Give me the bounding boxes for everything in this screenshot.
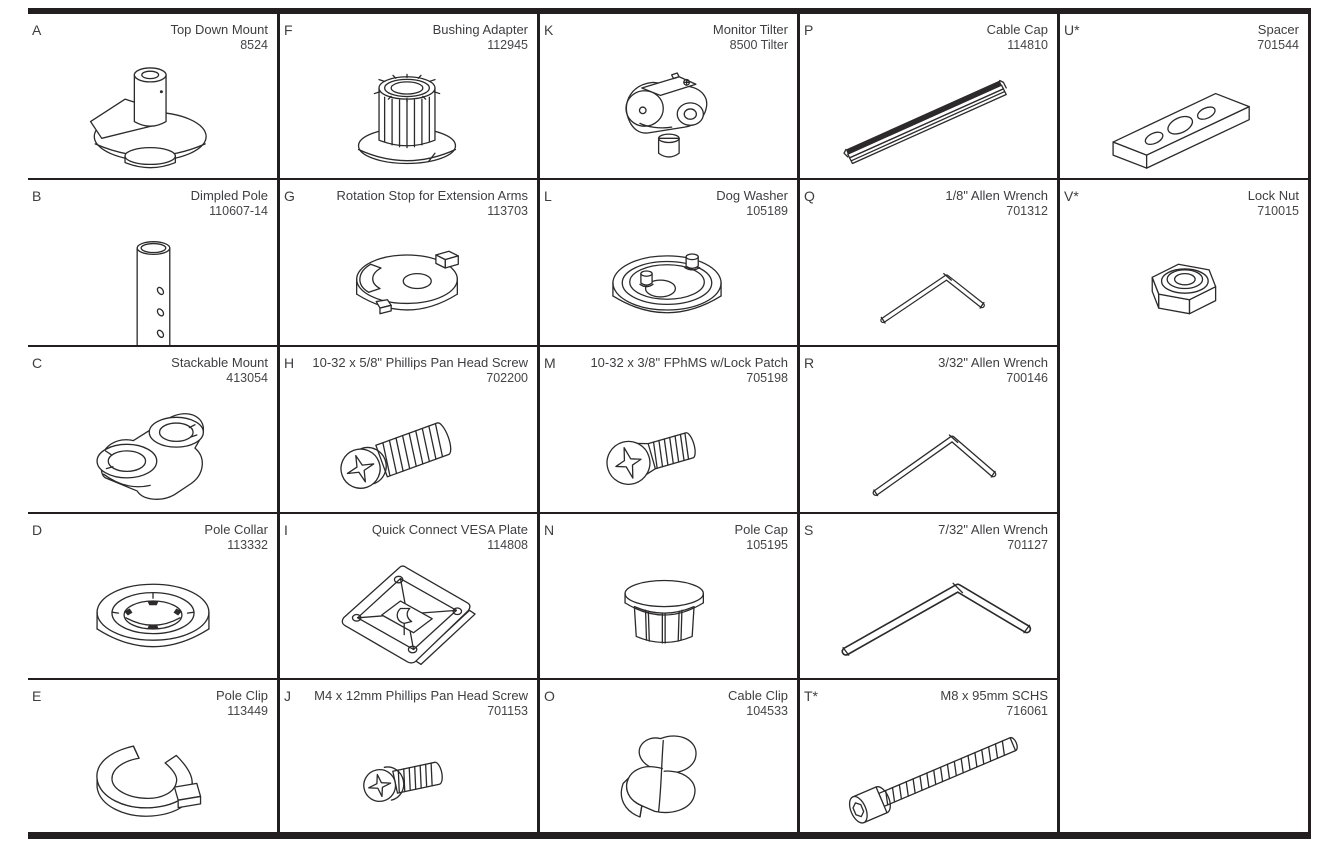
part-letter: J — [284, 688, 291, 704]
socket-cap-screw-illustration — [797, 720, 1057, 830]
dimpled-pole-icon — [36, 235, 270, 345]
part-name: Spacer — [1257, 22, 1299, 37]
part-cell-r — [797, 345, 1057, 512]
vesa-plate-illustration — [277, 554, 537, 676]
flat-head-screw-illustration — [537, 387, 797, 510]
part-letter: D — [32, 522, 43, 538]
pole-cap-illustration — [537, 554, 797, 676]
bottom-rule-bar — [28, 832, 1311, 839]
part-letter: N — [544, 522, 555, 538]
part-name: 10-32 x 3/8" FPhMS w/Lock Patch — [590, 355, 788, 370]
part-number: 8500 Tilter — [729, 38, 788, 52]
small-pan-head-screw-icon — [290, 720, 524, 830]
top-down-mount-icon — [36, 60, 270, 170]
part-number: 113332 — [227, 538, 268, 552]
part-cell-d — [28, 512, 277, 678]
part-number: 113449 — [227, 704, 268, 718]
part-name: 1/8" Allen Wrench — [945, 188, 1048, 203]
part-name: Pole Cap — [734, 522, 788, 537]
part-cell-m — [537, 345, 797, 512]
part-name: M4 x 12mm Phillips Pan Head Screw — [314, 688, 528, 703]
part-cell-g — [277, 178, 537, 345]
dimpled-pole-illustration — [28, 220, 277, 345]
part-name: Lock Nut — [1247, 188, 1299, 203]
part-name: 10-32 x 5/8" Phillips Pan Head Screw — [312, 355, 528, 370]
part-number: 114810 — [1007, 38, 1048, 52]
part-number: 114808 — [487, 538, 528, 552]
part-cell-t — [797, 678, 1057, 832]
pole-clip-icon — [36, 720, 270, 830]
part-number: 8524 — [240, 38, 268, 52]
part-letter: U* — [1064, 22, 1080, 38]
allen-wrench-large-illustration — [797, 554, 1057, 676]
part-letter: M — [544, 355, 556, 371]
part-name: Monitor Tilter — [712, 22, 788, 37]
part-cell-h — [277, 345, 537, 512]
allen-wrench-small-icon — [810, 227, 1044, 337]
part-number: 701153 — [487, 704, 528, 718]
part-name: 3/32" Allen Wrench — [938, 355, 1048, 370]
part-letter: H — [284, 355, 295, 371]
pan-head-screw-icon — [290, 394, 524, 504]
right-border — [1308, 8, 1311, 835]
allen-wrench-medium-illustration — [797, 387, 1057, 510]
pole-collar-icon — [36, 560, 270, 670]
part-name: Dimpled Pole — [190, 188, 268, 203]
part-name: Dog Washer — [716, 188, 788, 203]
part-cell-u — [1057, 14, 1308, 178]
lock-nut-icon — [1066, 227, 1300, 337]
spacer-icon — [1066, 60, 1300, 170]
part-number: 110607-14 — [209, 204, 268, 218]
rotation-stop-icon — [290, 227, 524, 337]
part-cell-b — [28, 178, 277, 345]
part-letter: B — [32, 188, 42, 204]
part-name: 7/32" Allen Wrench — [938, 522, 1048, 537]
part-number: 716061 — [1006, 704, 1048, 718]
part-cell-p — [797, 14, 1057, 178]
part-number: 701312 — [1006, 204, 1048, 218]
part-cell-a — [28, 14, 277, 178]
part-cell-s — [797, 512, 1057, 678]
part-name: Cable Cap — [986, 22, 1048, 37]
part-number: 413054 — [226, 371, 268, 385]
part-name: Rotation Stop for Extension Arms — [336, 188, 528, 203]
part-number: 710015 — [1257, 204, 1299, 218]
part-letter: G — [284, 188, 295, 204]
part-cell-v — [1057, 178, 1308, 345]
cable-cap-icon — [810, 60, 1044, 170]
monitor-tilter-icon — [550, 60, 784, 170]
cable-clip-icon — [550, 720, 784, 830]
part-cell-o — [537, 678, 797, 832]
part-number: 705198 — [746, 371, 788, 385]
bushing-adapter-illustration — [277, 54, 537, 176]
empty-cell — [1057, 678, 1308, 832]
part-cell-q — [797, 178, 1057, 345]
dog-washer-illustration — [537, 220, 797, 343]
cable-cap-illustration — [797, 54, 1057, 176]
allen-wrench-small-illustration — [797, 220, 1057, 343]
part-letter: F — [284, 22, 293, 38]
socket-cap-screw-icon — [810, 720, 1044, 830]
part-name: Pole Collar — [204, 522, 268, 537]
part-number: 702200 — [486, 371, 528, 385]
part-letter: S — [804, 522, 814, 538]
pole-collar-illustration — [28, 554, 277, 676]
small-pan-head-screw-illustration — [277, 720, 537, 830]
empty-cell — [1057, 345, 1308, 512]
part-letter: C — [32, 355, 43, 371]
part-name: Quick Connect VESA Plate — [371, 522, 528, 537]
part-letter: Q — [804, 188, 815, 204]
part-name: M8 x 95mm SCHS — [940, 688, 1048, 703]
part-cell-l — [537, 178, 797, 345]
part-number: 701544 — [1257, 38, 1299, 52]
part-cell-c — [28, 345, 277, 512]
empty-cell — [1057, 512, 1308, 678]
part-cell-f — [277, 14, 537, 178]
parts-grid — [28, 14, 1308, 832]
lock-nut-illustration — [1057, 220, 1308, 343]
part-name: Pole Clip — [215, 688, 268, 703]
part-letter: T* — [804, 688, 818, 704]
part-name: Stackable Mount — [171, 355, 268, 370]
part-letter: I — [284, 522, 288, 538]
bushing-adapter-icon — [290, 60, 524, 170]
flat-head-screw-icon — [550, 394, 784, 504]
part-name: Bushing Adapter — [432, 22, 528, 37]
part-number: 112945 — [487, 38, 528, 52]
part-cell-n — [537, 512, 797, 678]
top-down-mount-illustration — [28, 54, 277, 176]
part-cell-e — [28, 678, 277, 832]
part-letter: E — [32, 688, 42, 704]
part-cell-j — [277, 678, 537, 832]
part-cell-i — [277, 512, 537, 678]
spacer-illustration — [1057, 54, 1308, 176]
allen-wrench-medium-icon — [810, 394, 1044, 504]
part-number: 701127 — [1007, 538, 1048, 552]
part-letter: R — [804, 355, 815, 371]
pan-head-screw-illustration — [277, 387, 537, 510]
part-name: Top Down Mount — [170, 22, 268, 37]
dog-washer-icon — [550, 227, 784, 337]
stackable-mount-illustration — [28, 387, 277, 510]
part-cell-k — [537, 14, 797, 178]
part-letter: L — [544, 188, 552, 204]
part-letter: K — [544, 22, 554, 38]
allen-wrench-large-icon — [810, 560, 1044, 670]
pole-clip-illustration — [28, 720, 277, 830]
stackable-mount-icon — [36, 394, 270, 504]
part-letter: O — [544, 688, 555, 704]
part-number: 105189 — [746, 204, 788, 218]
part-letter: P — [804, 22, 814, 38]
cable-clip-illustration — [537, 720, 797, 830]
part-number: 113703 — [487, 204, 528, 218]
vesa-plate-icon — [290, 560, 524, 670]
rotation-stop-illustration — [277, 220, 537, 343]
part-letter: A — [32, 22, 42, 38]
part-number: 104533 — [746, 704, 788, 718]
part-name: Cable Clip — [728, 688, 788, 703]
part-letter: V* — [1064, 188, 1079, 204]
part-number: 105195 — [746, 538, 788, 552]
pole-cap-icon — [550, 560, 784, 670]
part-number: 700146 — [1006, 371, 1048, 385]
monitor-tilter-illustration — [537, 54, 797, 176]
